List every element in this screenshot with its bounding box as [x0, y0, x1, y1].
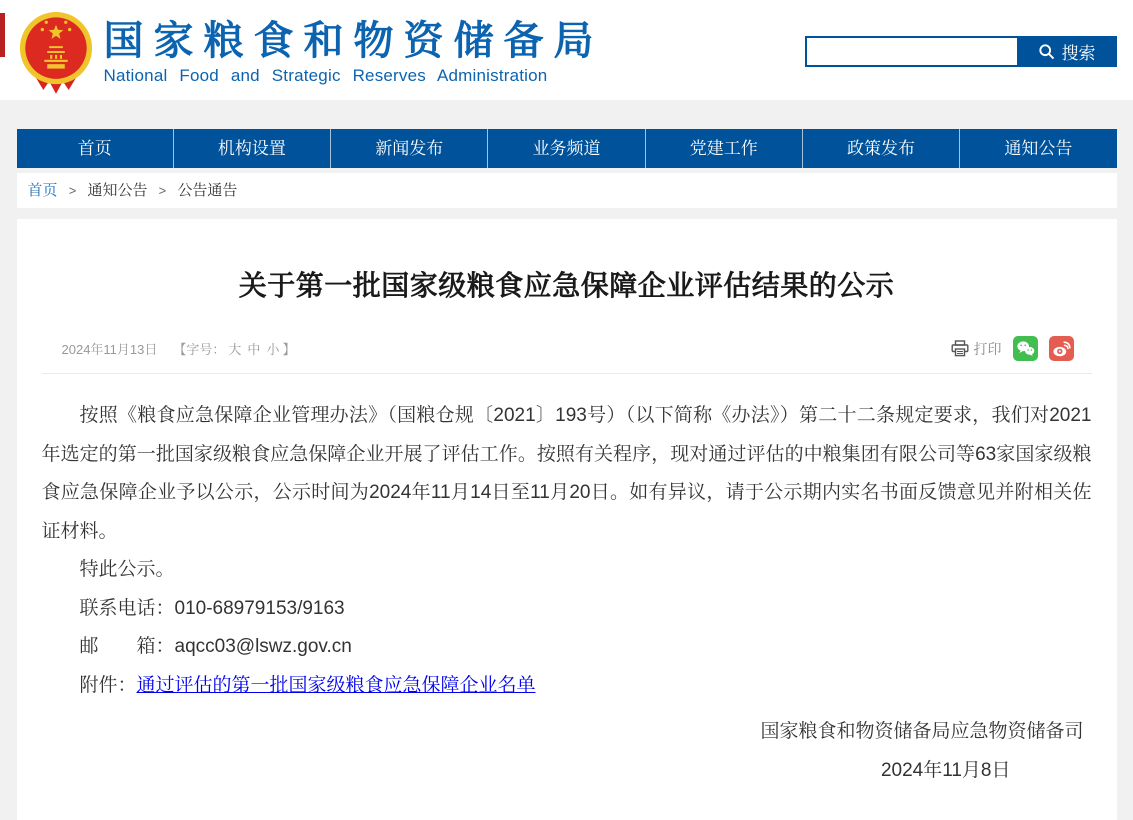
- nav-item-home[interactable]: 首页: [17, 129, 174, 168]
- article-body: [42, 397, 1092, 790]
- nav-item-notices[interactable]: 通知公告: [1004, 139, 1073, 158]
- weibo-share-button[interactable]: [1049, 336, 1074, 361]
- attachment-label: 附件：: [79, 674, 137, 696]
- font-size-small[interactable]: 小: [266, 342, 280, 357]
- breadcrumb-separator: >: [158, 183, 167, 198]
- weibo-icon: [1049, 336, 1074, 361]
- breadcrumb-current: 公告通告: [177, 182, 238, 199]
- search-button-label: 搜索: [1061, 44, 1096, 63]
- nav-item-business[interactable]: 业务频道: [488, 129, 645, 168]
- contact-phone-line: [42, 590, 1092, 629]
- font-size-large[interactable]: 大: [228, 342, 242, 357]
- attachment-link[interactable]: 通过评估的第一批国家级粮食应急保障企业名单: [136, 674, 536, 696]
- main-nav: [17, 129, 1117, 168]
- breadcrumb-home[interactable]: 首页: [27, 182, 58, 199]
- site-header: [0, 0, 1133, 100]
- nav-band: [0, 100, 1133, 168]
- font-size-label: 【字号：: [173, 342, 226, 357]
- search-icon: [1038, 43, 1055, 60]
- edge-red-strip: [0, 13, 5, 57]
- nav-item-policy[interactable]: 政策发布: [803, 129, 960, 168]
- nav-item-news[interactable]: 新闻发布: [331, 129, 488, 168]
- search-button[interactable]: [1017, 36, 1117, 67]
- font-size-label-end: 】: [282, 342, 296, 357]
- printer-icon: [951, 340, 969, 357]
- article-card: [17, 219, 1117, 820]
- article-title: 关于第一批国家级粮食应急保障企业评估结果的公示: [238, 270, 895, 301]
- breadcrumb: [17, 173, 1117, 208]
- national-emblem-icon: [17, 8, 95, 96]
- font-size-control: [173, 339, 295, 358]
- paragraph-notice: 特此公示。: [79, 559, 175, 580]
- font-size-medium[interactable]: 中: [247, 342, 261, 357]
- wechat-share-button[interactable]: [1013, 336, 1038, 361]
- contact-email-label: 邮 箱：: [79, 636, 175, 657]
- print-label: 打印: [973, 340, 1002, 357]
- print-button[interactable]: [951, 339, 1002, 359]
- contact-phone-value: 010-68979153/9163: [174, 597, 345, 619]
- site-logo-link[interactable]: [17, 0, 617, 96]
- paragraph-main: 按照《粮食应急保障企业管理办法》（国粮仓规〔2021〕193号）（以下简称《办法》）第二十二条规定要求，我们对2021年选定的第一批国家级粮食应急保障企业开展了评估工作。按照有关程序，现对通过评估的中粮集团有限公司等63家国家级粮食应急保障企业予以公示，公示时间为2024年11月14日至11月20日。如有异议，请于公示期内实名书面反馈意见并附相关佐证材料。: [41, 405, 1092, 542]
- nav-item-party-building[interactable]: 党建工作: [646, 129, 803, 168]
- attachment-line: [42, 667, 1092, 706]
- signature: 国家粮食和物资储备局应急物资储备司: [760, 721, 1084, 742]
- site-title-en: National Food and Strategic Reserves Administration: [103, 65, 548, 85]
- article-meta-bar: [42, 336, 1092, 374]
- contact-email-line: [42, 628, 1092, 667]
- nav-item-organization[interactable]: 机构设置: [174, 129, 331, 168]
- breadcrumb-separator: >: [68, 183, 77, 198]
- contact-phone-label: 联系电话：: [79, 597, 175, 619]
- site-title-zh: 国家粮食和物资储备局: [103, 18, 604, 63]
- breadcrumb-notices[interactable]: 通知公告: [87, 182, 148, 199]
- publish-date: 2024年11月13日: [61, 342, 158, 357]
- search-box: [805, 36, 1117, 67]
- search-input[interactable]: [805, 36, 1017, 67]
- contact-email-value: aqcc03@lswz.gov.cn: [174, 636, 352, 657]
- wechat-icon: [1013, 336, 1038, 361]
- signature-date: 2024年11月8日: [880, 759, 1011, 781]
